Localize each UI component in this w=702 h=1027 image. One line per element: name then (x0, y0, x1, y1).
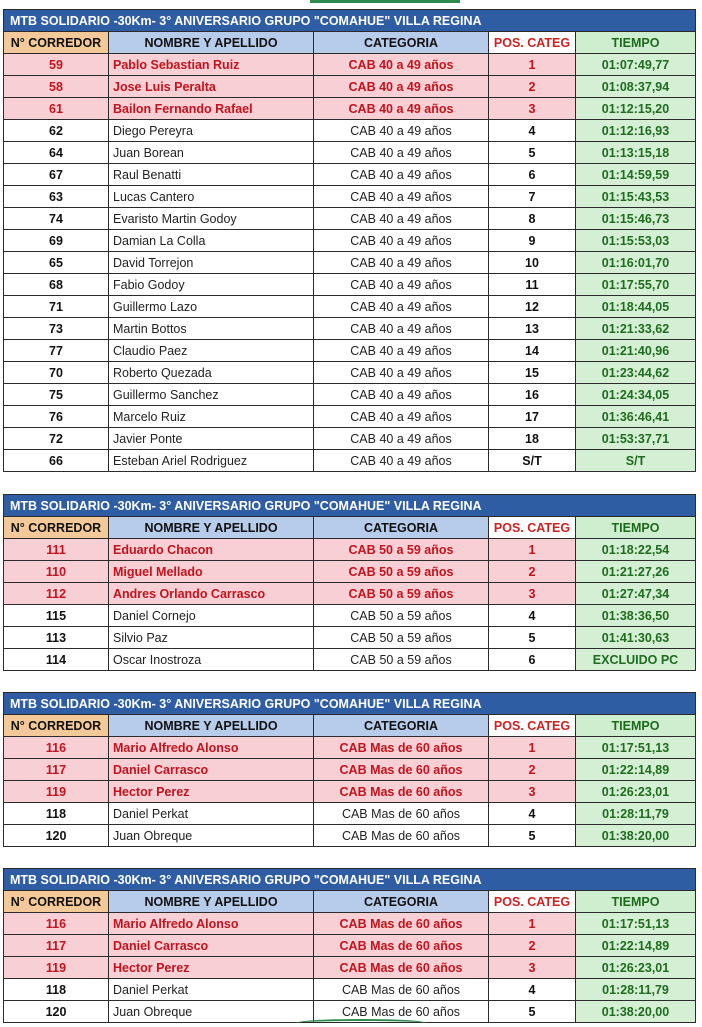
category-position: 9 (489, 230, 576, 252)
table-row (4, 539, 696, 561)
category-position: 1 (489, 54, 576, 76)
runner-name: Claudio Paez (109, 340, 314, 362)
runner-name: Lucas Cantero (109, 186, 314, 208)
runner-category: CAB Mas de 60 años (314, 935, 489, 957)
finish-time: 01:22:14,89 (576, 759, 696, 781)
runner-category: CAB Mas de 60 años (314, 957, 489, 979)
runner-category: CAB 40 a 49 años (314, 428, 489, 450)
runner-name: Silvio Paz (109, 627, 314, 649)
col-header-number: N° CORREDOR (4, 715, 109, 737)
category-position: 16 (489, 384, 576, 406)
finish-time: 01:15:43,53 (576, 186, 696, 208)
runner-name: Pablo Sebastian Ruiz (109, 54, 314, 76)
table-row (4, 120, 696, 142)
runner-number: 118 (4, 803, 109, 825)
runner-number: 116 (4, 737, 109, 759)
col-header-number: N° CORREDOR (4, 891, 109, 913)
runner-name: Evaristo Martin Godoy (109, 208, 314, 230)
finish-time: 01:26:23,01 (576, 957, 696, 979)
col-header-number: N° CORREDOR (4, 517, 109, 539)
runner-category: CAB 50 a 59 años (314, 627, 489, 649)
runner-name: Esteban Ariel Rodriguez (109, 450, 314, 472)
runner-number: 70 (4, 362, 109, 384)
finish-time: EXCLUIDO PC (576, 649, 696, 671)
runner-name: Hector Perez (109, 957, 314, 979)
runner-name: Diego Pereyra (109, 120, 314, 142)
runner-category: CAB Mas de 60 años (314, 1001, 489, 1023)
runner-category: CAB Mas de 60 años (314, 913, 489, 935)
col-header-number: N° CORREDOR (4, 32, 109, 54)
table-row (4, 230, 696, 252)
runner-category: CAB 40 a 49 años (314, 340, 489, 362)
table-row (4, 54, 696, 76)
table-row (4, 781, 696, 803)
finish-time: 01:18:22,54 (576, 539, 696, 561)
col-header-category: CATEGORIA (314, 517, 489, 539)
runner-number: 77 (4, 340, 109, 362)
col-header-name: NOMBRE Y APELLIDO (109, 715, 314, 737)
runner-number: 69 (4, 230, 109, 252)
category-position: 5 (489, 142, 576, 164)
table-row (4, 913, 696, 935)
runner-number: 73 (4, 318, 109, 340)
runner-number: 113 (4, 627, 109, 649)
category-position: 7 (489, 186, 576, 208)
category-position: 14 (489, 340, 576, 362)
category-position: 4 (489, 803, 576, 825)
runner-number: 119 (4, 781, 109, 803)
finish-time: 01:36:46,41 (576, 406, 696, 428)
runner-name: Daniel Cornejo (109, 605, 314, 627)
runner-name: Juan Obreque (109, 1001, 314, 1023)
category-position: 15 (489, 362, 576, 384)
runner-category: CAB 40 a 49 años (314, 450, 489, 472)
runner-name: Daniel Perkat (109, 803, 314, 825)
runner-name: Raul Benatti (109, 164, 314, 186)
table-row (4, 737, 696, 759)
category-position: 10 (489, 252, 576, 274)
finish-time: 01:28:11,79 (576, 979, 696, 1001)
runner-category: CAB 40 a 49 años (314, 318, 489, 340)
runner-category: CAB Mas de 60 años (314, 737, 489, 759)
runner-number: 116 (4, 913, 109, 935)
table-row (4, 164, 696, 186)
runner-name: Andres Orlando Carrasco (109, 583, 314, 605)
category-position: 3 (489, 583, 576, 605)
category-position: 1 (489, 737, 576, 759)
runner-category: CAB 40 a 49 años (314, 208, 489, 230)
finish-time: 01:17:51,13 (576, 737, 696, 759)
finish-time: 01:08:37,94 (576, 76, 696, 98)
runner-number: 63 (4, 186, 109, 208)
runner-number: 114 (4, 649, 109, 671)
table-row (4, 428, 696, 450)
runner-category: CAB Mas de 60 años (314, 979, 489, 1001)
table-row (4, 583, 696, 605)
col-header-category: CATEGORIA (314, 891, 489, 913)
table-row (4, 957, 696, 979)
runner-name: Juan Obreque (109, 825, 314, 847)
col-header-position: POS. CATEG (489, 517, 576, 539)
table-title: MTB SOLIDARIO -30Km- 3° ANIVERSARIO GRUPO "COMAHUE" VILLA REGINA (4, 495, 696, 517)
category-position: 3 (489, 98, 576, 120)
runner-number: 65 (4, 252, 109, 274)
finish-time: 01:17:51,13 (576, 913, 696, 935)
runner-number: 74 (4, 208, 109, 230)
category-position: S/T (489, 450, 576, 472)
runner-number: 75 (4, 384, 109, 406)
runner-category: CAB 40 a 49 años (314, 54, 489, 76)
runner-category: CAB 40 a 49 años (314, 274, 489, 296)
runner-number: 62 (4, 120, 109, 142)
runner-category: CAB 50 a 59 años (314, 561, 489, 583)
runner-name: Fabio Godoy (109, 274, 314, 296)
bottom-edge-decoration (296, 1019, 426, 1027)
finish-time: S/T (576, 450, 696, 472)
table-row (4, 627, 696, 649)
category-position: 4 (489, 979, 576, 1001)
category-position: 2 (489, 935, 576, 957)
finish-time: 01:21:27,26 (576, 561, 696, 583)
runner-name: Jose Luis Peralta (109, 76, 314, 98)
finish-time: 01:23:44,62 (576, 362, 696, 384)
col-header-category: CATEGORIA (314, 32, 489, 54)
finish-time: 01:41:30,63 (576, 627, 696, 649)
runner-number: 120 (4, 825, 109, 847)
table-row (4, 296, 696, 318)
table-row (4, 803, 696, 825)
finish-time: 01:16:01,70 (576, 252, 696, 274)
runner-name: Mario Alfredo Alonso (109, 737, 314, 759)
col-header-name: NOMBRE Y APELLIDO (109, 891, 314, 913)
table-row (4, 274, 696, 296)
col-header-position: POS. CATEG (489, 891, 576, 913)
category-position: 6 (489, 164, 576, 186)
finish-time: 01:27:47,34 (576, 583, 696, 605)
runner-category: CAB 40 a 49 años (314, 252, 489, 274)
runner-category: CAB Mas de 60 años (314, 781, 489, 803)
runner-number: 115 (4, 605, 109, 627)
runner-category: CAB 40 a 49 años (314, 362, 489, 384)
runner-number: 120 (4, 1001, 109, 1023)
runner-category: CAB 40 a 49 años (314, 98, 489, 120)
finish-time: 01:07:49,77 (576, 54, 696, 76)
results-table-60-plus-repeat (3, 868, 696, 1023)
runner-category: CAB Mas de 60 años (314, 759, 489, 781)
table-row (4, 340, 696, 362)
col-header-position: POS. CATEG (489, 715, 576, 737)
category-position: 3 (489, 957, 576, 979)
runner-name: Mario Alfredo Alonso (109, 913, 314, 935)
finish-time: 01:38:36,50 (576, 605, 696, 627)
runner-category: CAB 40 a 49 años (314, 142, 489, 164)
category-position: 13 (489, 318, 576, 340)
col-header-time: TIEMPO (576, 891, 696, 913)
runner-number: 119 (4, 957, 109, 979)
col-header-time: TIEMPO (576, 715, 696, 737)
runner-number: 67 (4, 164, 109, 186)
col-header-time: TIEMPO (576, 517, 696, 539)
finish-time: 01:15:46,73 (576, 208, 696, 230)
category-position: 8 (489, 208, 576, 230)
table-row (4, 825, 696, 847)
table-title: MTB SOLIDARIO -30Km- 3° ANIVERSARIO GRUPO "COMAHUE" VILLA REGINA (4, 693, 696, 715)
runner-name: Daniel Perkat (109, 979, 314, 1001)
table-row (4, 76, 696, 98)
runner-category: CAB 40 a 49 años (314, 296, 489, 318)
category-position: 3 (489, 781, 576, 803)
table-row (4, 208, 696, 230)
category-position: 1 (489, 539, 576, 561)
runner-category: CAB 50 a 59 años (314, 605, 489, 627)
runner-name: Daniel Carrasco (109, 759, 314, 781)
runner-number: 58 (4, 76, 109, 98)
results-table-50-59 (3, 494, 696, 671)
results-table-60-plus (3, 692, 696, 847)
runner-name: Marcelo Ruiz (109, 406, 314, 428)
finish-time: 01:15:53,03 (576, 230, 696, 252)
finish-time: 01:17:55,70 (576, 274, 696, 296)
table-title: MTB SOLIDARIO -30Km- 3° ANIVERSARIO GRUPO "COMAHUE" VILLA REGINA (4, 10, 696, 32)
runner-number: 61 (4, 98, 109, 120)
table-row (4, 649, 696, 671)
runner-number: 110 (4, 561, 109, 583)
table-row (4, 318, 696, 340)
col-header-position: POS. CATEG (489, 32, 576, 54)
finish-time: 01:12:15,20 (576, 98, 696, 120)
table-row (4, 561, 696, 583)
runner-category: CAB 50 a 59 años (314, 583, 489, 605)
finish-time: 01:12:16,93 (576, 120, 696, 142)
runner-number: 76 (4, 406, 109, 428)
runner-category: CAB 40 a 49 años (314, 120, 489, 142)
col-header-time: TIEMPO (576, 32, 696, 54)
finish-time: 01:14:59,59 (576, 164, 696, 186)
runner-category: CAB 50 a 59 años (314, 539, 489, 561)
runner-name: Javier Ponte (109, 428, 314, 450)
category-position: 1 (489, 913, 576, 935)
runner-name: Juan Borean (109, 142, 314, 164)
runner-category: CAB 40 a 49 años (314, 384, 489, 406)
category-position: 17 (489, 406, 576, 428)
top-edge-decoration (310, 0, 460, 3)
table-row (4, 186, 696, 208)
runner-category: CAB 40 a 49 años (314, 186, 489, 208)
finish-time: 01:53:37,71 (576, 428, 696, 450)
runner-category: CAB 40 a 49 años (314, 230, 489, 252)
table-row (4, 362, 696, 384)
category-position: 5 (489, 825, 576, 847)
runner-number: 117 (4, 935, 109, 957)
category-position: 5 (489, 627, 576, 649)
runner-category: CAB Mas de 60 años (314, 825, 489, 847)
category-position: 2 (489, 561, 576, 583)
col-header-name: NOMBRE Y APELLIDO (109, 517, 314, 539)
runner-category: CAB 40 a 49 años (314, 406, 489, 428)
col-header-category: CATEGORIA (314, 715, 489, 737)
category-position: 18 (489, 428, 576, 450)
runner-name: Guillermo Lazo (109, 296, 314, 318)
runner-number: 59 (4, 54, 109, 76)
runner-name: Bailon Fernando Rafael (109, 98, 314, 120)
runner-name: Eduardo Chacon (109, 539, 314, 561)
table-title: MTB SOLIDARIO -30Km- 3° ANIVERSARIO GRUPO "COMAHUE" VILLA REGINA (4, 869, 696, 891)
runner-number: 64 (4, 142, 109, 164)
category-position: 4 (489, 120, 576, 142)
runner-number: 111 (4, 539, 109, 561)
finish-time: 01:22:14,89 (576, 935, 696, 957)
finish-time: 01:18:44,05 (576, 296, 696, 318)
category-position: 2 (489, 759, 576, 781)
results-table-40-49 (3, 9, 696, 472)
table-row (4, 450, 696, 472)
finish-time: 01:38:20,00 (576, 1001, 696, 1023)
category-position: 5 (489, 1001, 576, 1023)
runner-number: 118 (4, 979, 109, 1001)
runner-name: David Torrejon (109, 252, 314, 274)
runner-number: 68 (4, 274, 109, 296)
table-row (4, 252, 696, 274)
category-position: 12 (489, 296, 576, 318)
runner-name: Hector Perez (109, 781, 314, 803)
table-row (4, 759, 696, 781)
runner-name: Daniel Carrasco (109, 935, 314, 957)
finish-time: 01:13:15,18 (576, 142, 696, 164)
runner-category: CAB 50 a 59 años (314, 649, 489, 671)
category-position: 11 (489, 274, 576, 296)
category-position: 6 (489, 649, 576, 671)
finish-time: 01:21:40,96 (576, 340, 696, 362)
runner-category: CAB 40 a 49 años (314, 76, 489, 98)
runner-number: 72 (4, 428, 109, 450)
runner-category: CAB 40 a 49 años (314, 164, 489, 186)
table-row (4, 605, 696, 627)
table-row (4, 935, 696, 957)
runner-category: CAB Mas de 60 años (314, 803, 489, 825)
runner-number: 66 (4, 450, 109, 472)
table-row (4, 384, 696, 406)
finish-time: 01:24:34,05 (576, 384, 696, 406)
runner-name: Miguel Mellado (109, 561, 314, 583)
finish-time: 01:38:20,00 (576, 825, 696, 847)
runner-number: 112 (4, 583, 109, 605)
runner-name: Roberto Quezada (109, 362, 314, 384)
runner-number: 71 (4, 296, 109, 318)
runner-name: Guillermo Sanchez (109, 384, 314, 406)
finish-time: 01:26:23,01 (576, 781, 696, 803)
runner-name: Martin Bottos (109, 318, 314, 340)
table-row (4, 979, 696, 1001)
table-row (4, 98, 696, 120)
finish-time: 01:21:33,62 (576, 318, 696, 340)
col-header-name: NOMBRE Y APELLIDO (109, 32, 314, 54)
finish-time: 01:28:11,79 (576, 803, 696, 825)
runner-name: Oscar Inostroza (109, 649, 314, 671)
table-row (4, 142, 696, 164)
table-row (4, 406, 696, 428)
runner-number: 117 (4, 759, 109, 781)
runner-name: Damian La Colla (109, 230, 314, 252)
category-position: 4 (489, 605, 576, 627)
category-position: 2 (489, 76, 576, 98)
